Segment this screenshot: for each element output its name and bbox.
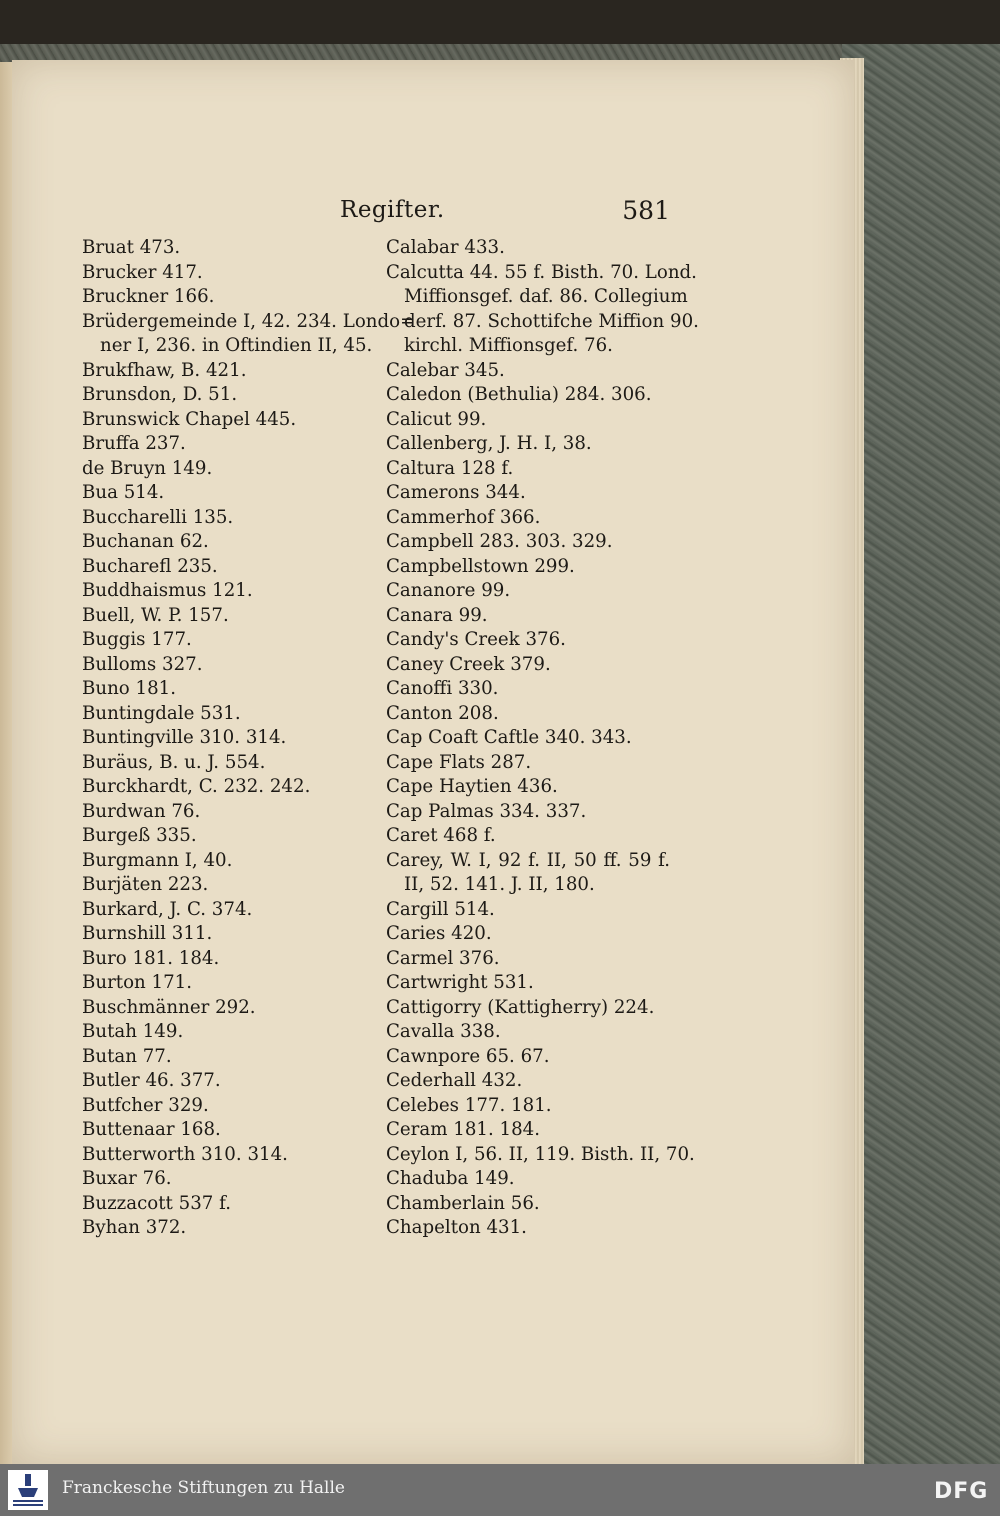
index-entry: Butah 149. [82,1021,184,1042]
index-entry: Canton 208. [386,702,499,724]
index-entry-continuation: kirchl. Miffionsgef. 76. [404,335,613,356]
index-entry: Cavalla 338. [386,1021,501,1042]
index-entry: Ceylon I, 56. II, 119. Bisth. II, 70. [386,1143,695,1165]
institution-logo [8,1470,48,1510]
index-entry: Brukfhaw, B. 421. [82,359,247,381]
index-entry: Cederhall 432. [386,1070,523,1091]
index-entry: Buräus, B. u. J. 554. [82,751,266,773]
index-entry: Cattigorry (Kattigherry) 224. [386,996,655,1018]
index-entry: Carey, W. I, 92 f. II, 50 ff. 59 f. [386,849,670,871]
running-head: Regifter. [340,197,445,223]
index-entry: Bruckner 166. [82,286,215,307]
index-entry: Caledon (Bethulia) 284. 306. [386,384,652,405]
index-entry: Chapelton 431. [386,1217,527,1238]
index-entry: Caret 468 f. [386,825,496,846]
index-entry: Brunswick Chapel 445. [82,408,297,430]
index-entry: Campbellstown 299. [386,555,575,577]
index-entry-continuation: II, 52. 141. J. II, 180. [404,874,595,895]
index-entry: Calicut 99. [386,408,487,430]
index-entry-continuation: ner I, 236. in Oftindien II, 45. [100,335,373,356]
index-entry: Buzzacott 537 f. [82,1192,231,1214]
index-entry: Bulloms 327. [82,653,203,675]
index-entry: Chamberlain 56. [386,1192,540,1214]
index-column-left [82,236,416,1241]
index-entry: Butterworth 310. 314. [82,1143,288,1165]
index-entry: Bua 514. [82,482,165,503]
index-entry: Celebes 177. 181. [386,1094,552,1116]
index-entry: Buttenaar 168. [82,1119,221,1140]
index-entry: Burnshill 311. [82,923,213,944]
index-entry: Cartwright 531. [386,972,534,993]
index-entry: Canoffi 330. [386,678,499,699]
index-entry: Calabar 433. [386,237,505,258]
index-column-right [386,236,699,1241]
index-entry: Brucker 417. [82,261,203,283]
index-entry: Canara 99. [386,604,488,626]
index-entry: Burton 171. [82,972,193,993]
index-entry: Buntingdale 531. [82,702,241,724]
index-entry: Butan 77. [82,1045,172,1067]
index-entry: Ceram 181. 184. [386,1119,541,1140]
index-entry: Caney Creek 379. [386,653,551,675]
index-entry: Carmel 376. [386,947,500,969]
index-entry: Bruffa 237. [82,433,186,454]
index-entry: Buggis 177. [82,629,192,650]
index-entry: Caries 420. [386,923,492,944]
index-entry-continuation: derf. 87. Schottifche Miffion 90. [404,310,699,332]
index-entry: Burgeß 335. [82,825,197,846]
index-entry: Cape Haytien 436. [386,776,558,797]
index-entry: Buddhaismus 121. [82,580,253,601]
page-number: 581 [622,196,670,225]
institution-name: Franckesche Stiftungen zu Halle [62,1478,345,1498]
francke-logo-icon [8,1470,48,1510]
index-entry: Brunsdon, D. 51. [82,384,238,405]
index-entry: Calcutta 44. 55 f. Bisth. 70. Lond. [386,261,697,283]
index-entry: Buccharelli 135. [82,506,234,528]
index-entry: Cammerhof 366. [386,506,541,528]
index-entry: Bucharefl 235. [82,555,218,577]
index-entry: Cap Coaft Caftle 340. 343. [386,727,632,748]
index-entry: Buell, W. P. 157. [82,604,229,626]
index-entry: Chaduba 149. [386,1168,515,1189]
index-entry: Buntingville 310. 314. [82,727,287,748]
index-entry: Cap Palmas 334. 337. [386,800,587,822]
dfg-logo: DFG [934,1479,989,1504]
index-entry: Callenberg, J. H. I, 38. [386,433,592,454]
index-entry: Butfcher 329. [82,1094,209,1116]
index-entry: Burkard, J. C. 374. [82,898,253,920]
index-entry: Candy's Creek 376. [386,629,566,650]
index-entry: de Bruyn 149. [82,457,213,479]
index-entry: Cananore 99. [386,580,511,601]
index-entry: Buschmänner 292. [82,996,256,1018]
index-entry: Cargill 514. [386,898,495,920]
index-entry: Burjäten 223. [82,874,209,895]
index-entry: Buro 181. 184. [82,947,220,969]
index-entry: Cape Flats 287. [386,751,532,773]
index-entry: Bruat 473. [82,237,181,258]
index-entry: Burdwan 76. [82,800,201,822]
index-entry: Butler 46. 377. [82,1070,221,1091]
book-cover-board [842,44,1000,1464]
index-entry: Caltura 128 f. [386,457,514,479]
index-entry: Cawnpore 65. 67. [386,1045,550,1067]
index-entry: Burckhardt, C. 232. 242. [82,776,311,797]
index-entry: Byhan 372. [82,1217,187,1238]
index-entry: Camerons 344. [386,482,526,503]
index-entry-continuation: Miffionsgef. daf. 86. Collegium [404,286,688,307]
index-entry: Buchanan 62. [82,531,209,552]
index-entry: Calebar 345. [386,359,505,381]
index-entry: Brüdergemeinde I, 42. 234. Londo= [82,310,416,332]
index-entry: Campbell 283. 303. 329. [386,531,613,552]
index-entry: Buxar 76. [82,1168,172,1189]
index-entry: Buno 181. [82,678,177,699]
index-entry: Burgmann I, 40. [82,849,233,871]
